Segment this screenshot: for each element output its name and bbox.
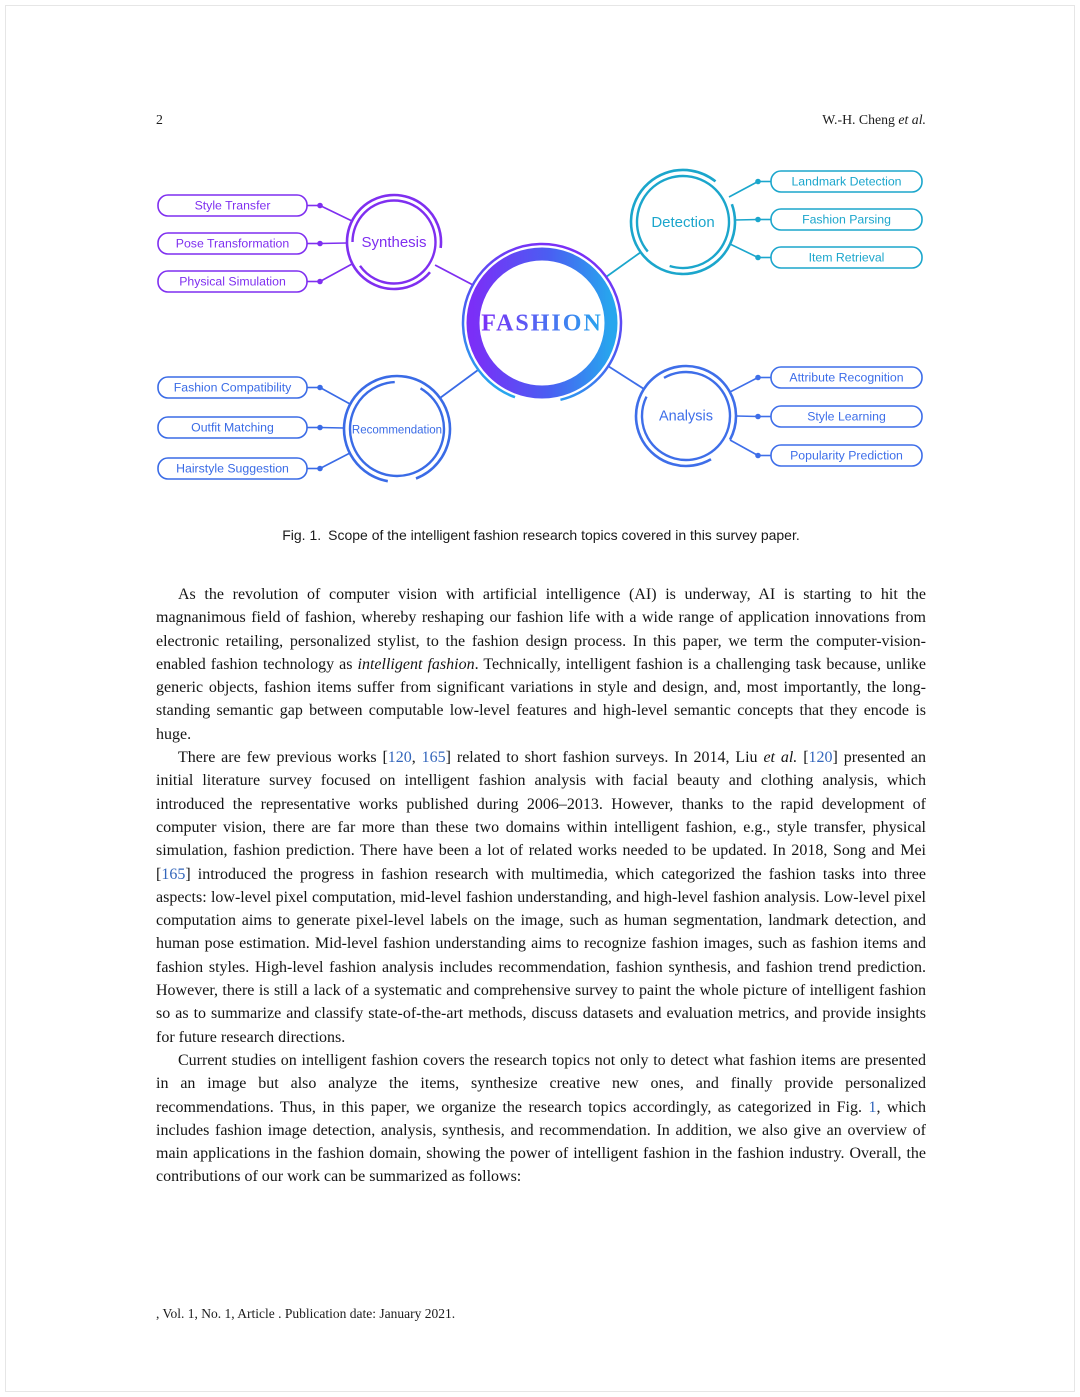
paragraph <box>156 746 926 1049</box>
publication-info: , Vol. 1, No. 1, Article . Publication date: January 2021. <box>156 1306 456 1321</box>
connector-line <box>320 264 352 282</box>
connector-dot <box>755 414 761 420</box>
body-text <box>156 583 926 1189</box>
popularity-prediction-label: Popularity Prediction <box>790 448 903 463</box>
emphasis-text: et al. <box>763 749 798 767</box>
citation-link[interactable]: 1 <box>868 1098 877 1116</box>
text-run: Current studies on intelligent fashion covers the research topics not only to detect what fashion items are presented in an image but also analyze the items, synthesize creative new ones, and finally provide personalized recommendations. Thus, in this paper, we organize the research topics accordingly, as categorized in Fig. <box>156 1051 926 1116</box>
connector-line <box>320 388 350 405</box>
text-run: , which includes fashion image detection, analysis, synthesis, and recommendation. In addition, we also give an overview of main applications in the fashion domain, showing the power of intelligent fashion in the fashion industry. Overall, the contributions of our work can be summarized as follows: <box>156 1098 927 1186</box>
citation-link[interactable]: 165 <box>421 749 446 767</box>
connector-dot <box>317 203 323 209</box>
text-run: ] introduced the progress in fashion research with multimedia, which categorized the fashion tasks into three aspects: low-level pixel computation, mid-level fashion understanding, and high-level fashion analysis. Low-level pixel computation aims to generate pixel-level labels on the image, such as human segmentation, landmark detection, and human pose estimation. Mid-level fashion understanding aims to recognize fashion images, such as fashion items and fashion styles. High-level fashion analysis includes recommendation, fashion synthesis, and fashion trend prediction. However, there is still a lack of a systematic and comprehensive survey to paint the whole picture of intelligent fashion so as to summarize and classify state-of-the-art methods, discuss datasets and evaluation metrics, and provide insights for future research directions. <box>156 865 926 1046</box>
figure-caption <box>156 527 926 543</box>
detection-node <box>606 155 922 288</box>
outfit-matching-label: Outfit Matching <box>191 420 274 435</box>
connector-line <box>320 453 350 469</box>
text-run: ] presented an initial literature survey focused on intelligent fashion analysis with facial beauty and clothing analysis, which introduced the representative works published during 2006–2013. However, thanks to the rapid development of computer vision, there are far more than these two domains within intelligent fashion, e.g., style transfer, physical simulation, fashion prediction. There have been a lot of related works needed to be updated. In 2018, Song and Mei [ <box>156 749 927 883</box>
connector-line <box>320 206 352 222</box>
text-run: . Technically, intelligent fashion is a challenging task because, unlike generic objects, fashion items suffer from significant variations in style and design, and, most importantly, the long-standing semantic gap between computable low-level features and high-level semantic concepts that they encode is huge. <box>156 655 927 743</box>
fashion-topics-diagram <box>156 154 926 506</box>
author-name: W.-H. Cheng <box>822 112 895 127</box>
running-header <box>156 112 926 128</box>
connector-dot <box>317 385 323 391</box>
fashion-hub <box>441 222 644 425</box>
connector-dot <box>317 279 323 285</box>
connector-dot <box>755 217 761 223</box>
fashion-title: FASHION <box>481 310 603 337</box>
physical-simulation-label: Physical Simulation <box>179 274 286 289</box>
emphasis-text: intelligent fashion <box>357 655 475 673</box>
text-run: There are few previous works [ <box>178 749 388 767</box>
connector-dot <box>755 179 761 185</box>
page-number: 2 <box>156 112 163 127</box>
running-head-authors <box>822 112 926 128</box>
connector-dot <box>317 241 323 247</box>
pose-transformation-label: Pose Transformation <box>175 236 290 251</box>
paragraph <box>156 583 926 746</box>
connector-line <box>730 440 758 456</box>
connector-line <box>729 182 758 198</box>
landmark-detection-label: Landmark Detection <box>791 174 902 189</box>
citation-link[interactable]: 165 <box>161 865 186 883</box>
style-learning-label: Style Learning <box>807 409 886 424</box>
connector-line <box>320 243 347 244</box>
recommendation-node <box>158 365 478 493</box>
hub-connector-line <box>606 252 641 277</box>
connector-dot <box>755 375 761 381</box>
hub-connector-line <box>608 366 644 389</box>
hairstyle-suggestion-label: Hairstyle Suggestion <box>176 461 289 476</box>
analysis-node <box>608 348 922 485</box>
detection-label: Detection <box>651 214 715 231</box>
connector-line <box>730 244 758 258</box>
connector-dot <box>317 466 323 472</box>
connector-dot <box>317 425 323 431</box>
recommendation-label: Recommendation <box>351 424 443 437</box>
connector-line <box>735 220 758 221</box>
etal-text: et al. <box>898 112 926 127</box>
style-transfer-label: Style Transfer <box>194 198 271 213</box>
item-retrieval-label: Item Retrieval <box>808 250 885 265</box>
synthesis-label: Synthesis <box>361 234 427 251</box>
paragraph <box>156 1049 926 1189</box>
attribute-recognition-label: Attribute Recognition <box>789 370 904 385</box>
analysis-label: Analysis <box>659 408 713 425</box>
text-run: [ <box>797 749 809 767</box>
figure-1 <box>156 154 926 543</box>
citation-link[interactable]: 120 <box>808 749 833 767</box>
citation-link[interactable]: 120 <box>387 749 412 767</box>
synthesis-node <box>158 176 473 308</box>
connector-line <box>730 378 758 393</box>
hub-connector-line <box>440 370 478 398</box>
connector-line <box>320 428 344 429</box>
connector-dot <box>755 453 761 459</box>
connector-line <box>736 416 758 417</box>
text-run: ] related to short fashion surveys. In 2014, Liu <box>445 749 764 767</box>
figure-caption-label: Fig. 1. <box>282 527 322 543</box>
text-run: As the revolution of computer vision with artificial intelligence (AI) is underway, AI is starting to hit the magnanimous field of fashion, whereby reshaping our fashion life with a wide range of application innovations from electronic retailing, personalized stylist, to the fashion design process. In this paper, we term the computer-vision-enabled fashion technology as <box>156 586 926 673</box>
text-run: , <box>411 749 422 767</box>
fashion-parsing-label: Fashion Parsing <box>802 212 891 227</box>
fashion-compatibility-label: Fashion Compatibility <box>173 380 292 395</box>
figure-caption-text: Scope of the intelligent fashion research topics covered in this survey paper. <box>328 527 800 543</box>
connector-dot <box>755 255 761 261</box>
footer-note <box>156 1306 926 1322</box>
hub-connector-line <box>435 265 473 285</box>
